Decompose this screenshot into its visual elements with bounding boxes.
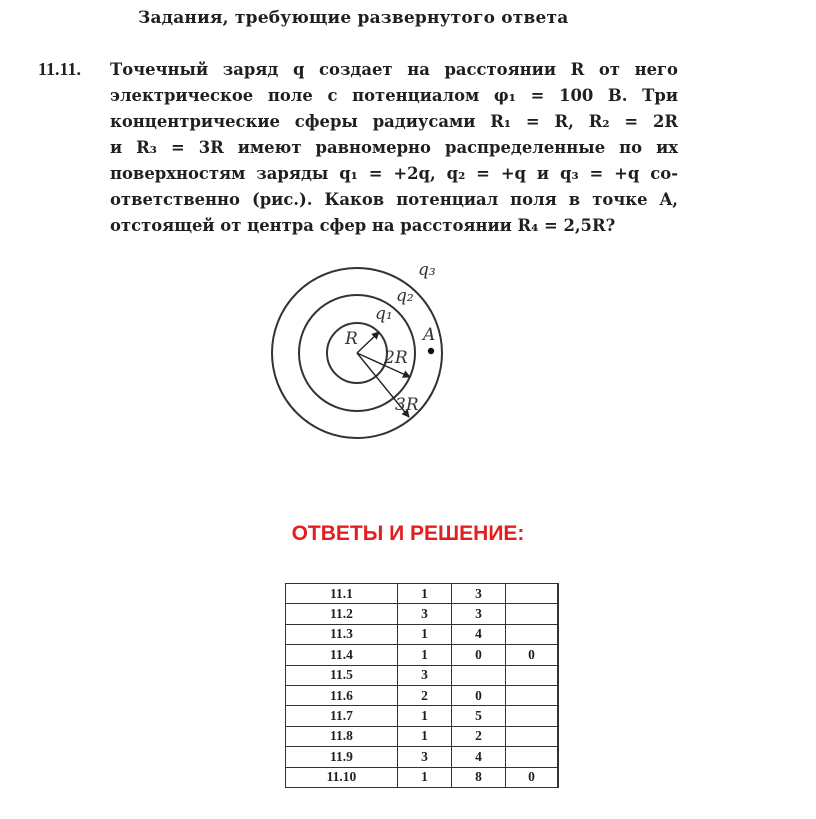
label-r: R bbox=[345, 329, 358, 349]
problem-number: 11.11. bbox=[38, 59, 82, 79]
table-row bbox=[286, 624, 559, 644]
task-number-cell: 11.1 bbox=[286, 584, 398, 604]
answer-digit-cell: 4 bbox=[452, 747, 506, 767]
table-row bbox=[286, 726, 559, 746]
label-q3: q₃ bbox=[418, 260, 436, 280]
label-3r: 3R bbox=[395, 395, 419, 415]
answer-digit-cell: 2 bbox=[452, 726, 506, 746]
answer-digit-cell bbox=[506, 706, 559, 726]
task-number-cell: 11.5 bbox=[286, 665, 398, 685]
concentric-spheres-figure bbox=[270, 255, 470, 465]
problem-text-line: Точечный заряд q создает на расстоянии R от него bbox=[110, 60, 678, 79]
table-row bbox=[286, 584, 559, 604]
answer-digit-cell bbox=[452, 665, 506, 685]
point-a-dot bbox=[428, 348, 434, 354]
table-row bbox=[286, 747, 559, 767]
answer-digit-cell bbox=[506, 726, 559, 746]
label-q2: q₂ bbox=[396, 286, 414, 306]
problem-text-line: ответственно (рис.). Каков потенциал поля в точке A, bbox=[110, 190, 678, 209]
table-row bbox=[286, 767, 559, 787]
answer-digit-cell bbox=[506, 604, 559, 624]
answers-title: ОТВЕТЫ И РЕШЕНИЕ: bbox=[291, 522, 525, 545]
task-number-cell: 11.10 bbox=[286, 767, 398, 787]
answer-digit-cell: 3 bbox=[452, 604, 506, 624]
answer-digit-cell: 1 bbox=[398, 726, 452, 746]
answer-digit-cell bbox=[506, 685, 559, 705]
answer-digit-cell: 0 bbox=[452, 685, 506, 705]
problem-text-line: и R₃ = 3R имеют равномерно распределенные по их bbox=[110, 138, 678, 157]
answer-digit-cell: 3 bbox=[398, 747, 452, 767]
answer-digit-cell: 1 bbox=[398, 624, 452, 644]
problem-text-line: концентрические сферы радиусами R₁ = R, R₂ = 2R bbox=[110, 112, 678, 131]
answer-digit-cell bbox=[506, 624, 559, 644]
table-row bbox=[286, 665, 559, 685]
problem-text-line: отстоящей от центра сфер на расстоянии R₄ = 2,5R? bbox=[110, 216, 616, 235]
label-a: A bbox=[423, 325, 436, 345]
table-row bbox=[286, 706, 559, 726]
answer-digit-cell: 0 bbox=[506, 645, 559, 665]
answer-digit-cell: 3 bbox=[452, 584, 506, 604]
label-2r: 2R bbox=[384, 348, 408, 368]
answer-digit-cell: 1 bbox=[398, 767, 452, 787]
task-number-cell: 11.8 bbox=[286, 726, 398, 746]
answer-digit-cell: 5 bbox=[452, 706, 506, 726]
table-row bbox=[286, 685, 559, 705]
table-row bbox=[286, 645, 559, 665]
problem-line-1 bbox=[38, 56, 678, 83]
problem-text-line: поверхностям заряды q₁ = +2q, q₂ = +q и q₃ = +q со- bbox=[110, 164, 678, 183]
label-q1: q₁ bbox=[375, 304, 393, 324]
answer-digit-cell: 3 bbox=[398, 665, 452, 685]
answers-table bbox=[285, 583, 559, 788]
task-number-cell: 11.7 bbox=[286, 706, 398, 726]
section-heading: Задания, требующие развернутого ответа bbox=[138, 8, 569, 28]
problem-11-11 bbox=[38, 56, 678, 239]
task-number-cell: 11.9 bbox=[286, 747, 398, 767]
answer-digit-cell: 1 bbox=[398, 584, 452, 604]
answer-digit-cell: 4 bbox=[452, 624, 506, 644]
answer-digit-cell bbox=[506, 747, 559, 767]
task-number-cell: 11.4 bbox=[286, 645, 398, 665]
task-number-cell: 11.2 bbox=[286, 604, 398, 624]
answer-digit-cell: 0 bbox=[506, 767, 559, 787]
problem-text-line: электрическое поле с потенциалом φ₁ = 100 В. Три bbox=[110, 86, 678, 105]
radius-r-arrow bbox=[357, 332, 379, 353]
answer-digit-cell bbox=[506, 665, 559, 685]
answer-digit-cell: 1 bbox=[398, 645, 452, 665]
task-number-cell: 11.6 bbox=[286, 685, 398, 705]
table-row bbox=[286, 604, 559, 624]
answer-digit-cell: 2 bbox=[398, 685, 452, 705]
answer-digit-cell: 1 bbox=[398, 706, 452, 726]
answer-digit-cell: 3 bbox=[398, 604, 452, 624]
answer-digit-cell bbox=[506, 584, 559, 604]
answer-digit-cell: 8 bbox=[452, 767, 506, 787]
answer-digit-cell: 0 bbox=[452, 645, 506, 665]
task-number-cell: 11.3 bbox=[286, 624, 398, 644]
